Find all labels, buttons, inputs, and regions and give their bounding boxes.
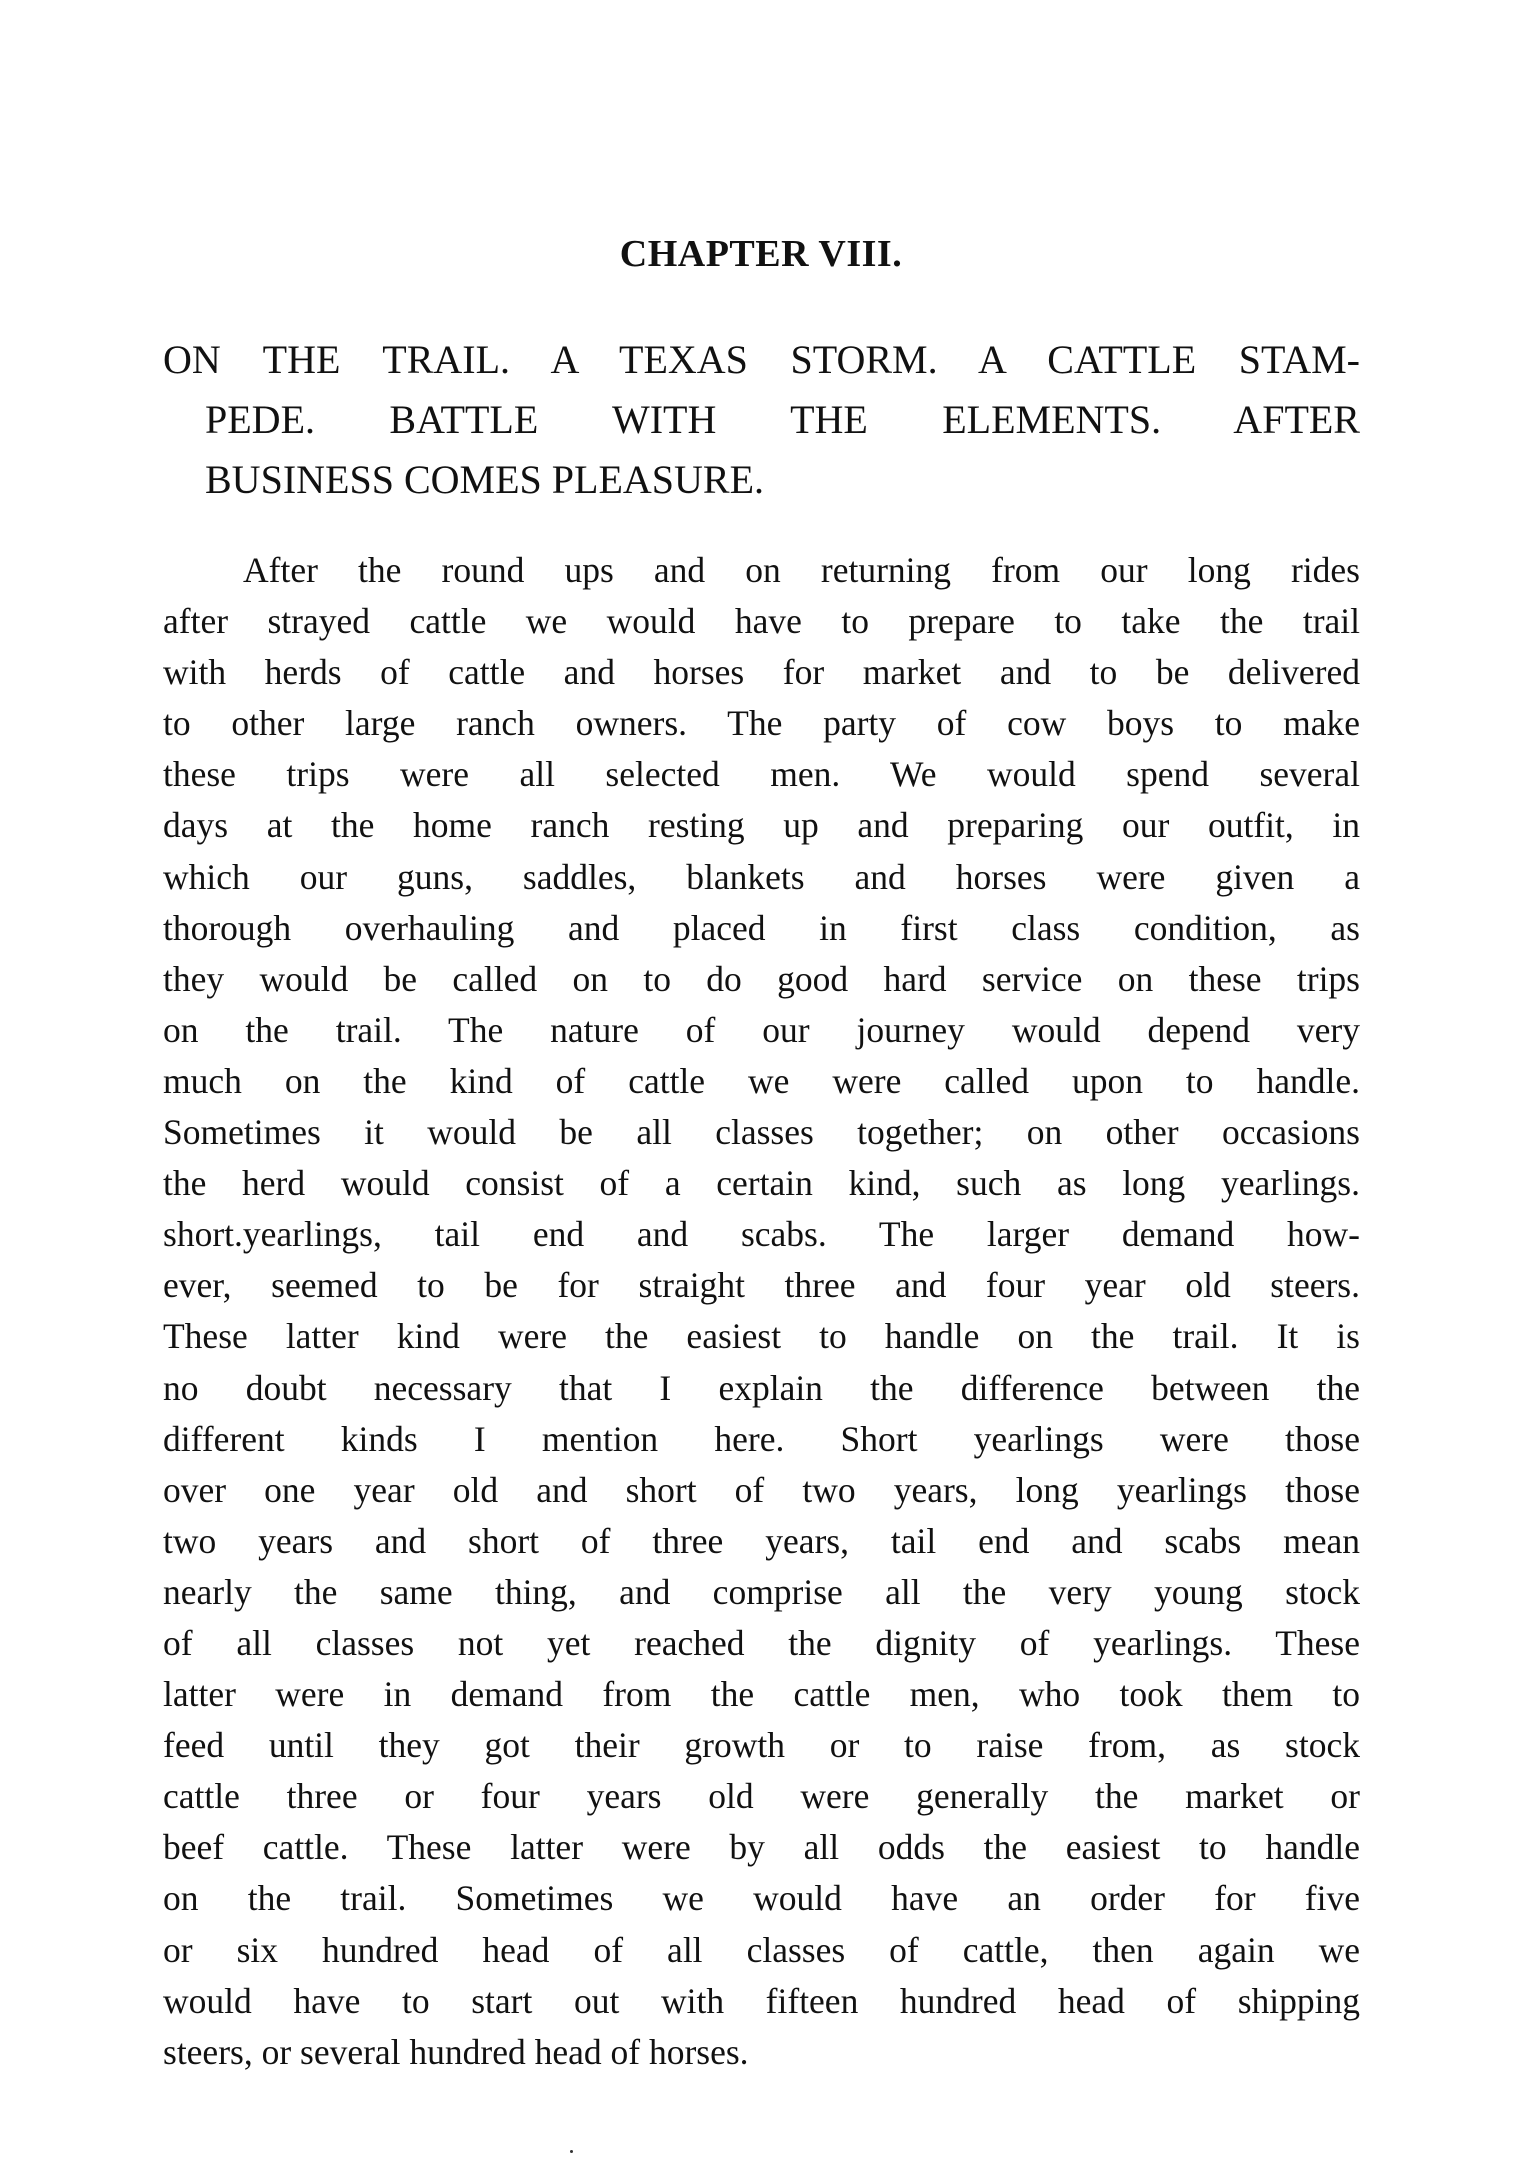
text-line: feed until they got their growth or to raise from, as stock bbox=[163, 1725, 1360, 1766]
text-line: After the round ups and on returning from our long rides bbox=[243, 550, 1360, 590]
subtitle-line: PEDE. BATTLE WITH THE ELEMENTS. AFTER bbox=[205, 397, 1360, 442]
chapter-heading: CHAPTER VIII. bbox=[619, 233, 903, 275]
text-line: to other large ranch owners. The party of cow boys to make bbox=[163, 703, 1360, 744]
text-line: over one year old and short of two years, long yearlings those bbox=[163, 1469, 1360, 1510]
text-line: with herds of cattle and horses for market and to be delivered bbox=[163, 652, 1360, 693]
text-line: cattle three or four years old were generally the market or bbox=[163, 1776, 1360, 1817]
text-line: or six hundred head of all classes of cattle, then again we bbox=[163, 1929, 1360, 1970]
text-line: two years and short of three years, tail end and scabs mean bbox=[163, 1520, 1360, 1561]
text-line: These latter kind were the easiest to handle on the trail. It is bbox=[163, 1316, 1360, 1357]
text-line: beef cattle. These latter were by all odds the easiest to handle bbox=[163, 1827, 1360, 1868]
text-line: thorough overhauling and placed in first class condition, as bbox=[163, 907, 1360, 948]
text-line: of all classes not yet reached the dignity of yearlings. These bbox=[163, 1622, 1360, 1663]
text-line: latter were in demand from the cattle men, who took them to bbox=[163, 1674, 1360, 1715]
text-line: ever, seemed to be for straight three and four year old steers. bbox=[163, 1265, 1360, 1306]
print-speck bbox=[570, 2150, 573, 2153]
text-line: after strayed cattle we would have to prepare to take the trail bbox=[163, 601, 1360, 642]
text-line: on the trail. Sometimes we would have an order for five bbox=[163, 1878, 1360, 1919]
body-text bbox=[163, 545, 1360, 2078]
text-line: much on the kind of cattle we were called upon to handle. bbox=[163, 1060, 1360, 1101]
text-line: these trips were all selected men. We would spend several bbox=[163, 754, 1360, 795]
text-line: would have to start out with fifteen hundred head of shipping bbox=[163, 1980, 1360, 2021]
text-line: no doubt necessary that I explain the difference between the bbox=[163, 1367, 1360, 1408]
text-line: which our guns, saddles, blankets and horses were given a bbox=[163, 856, 1360, 897]
text-line: steers, or several hundred head of horses. bbox=[163, 2031, 749, 2072]
text-line: days at the home ranch resting up and preparing our outfit, in bbox=[163, 805, 1360, 846]
text-line: nearly the same thing, and comprise all the very young stock bbox=[163, 1571, 1360, 1612]
text-line: the herd would consist of a certain kind, such as long yearlings. bbox=[163, 1163, 1360, 1204]
text-line: Sometimes it would be all classes together; on other occasions bbox=[163, 1112, 1360, 1153]
text-line: on the trail. The nature of our journey would depend very bbox=[163, 1009, 1360, 1050]
text-line: different kinds I mention here. Short yearlings were those bbox=[163, 1418, 1360, 1459]
text-line: short.yearlings, tail end and scabs. The larger demand how- bbox=[163, 1214, 1360, 1255]
text-line: they would be called on to do good hard service on these trips bbox=[163, 958, 1360, 999]
subtitle-line: ON THE TRAIL. A TEXAS STORM. A CATTLE STAM- bbox=[163, 337, 1360, 382]
chapter-subtitle bbox=[163, 330, 1360, 510]
subtitle-line: BUSINESS COMES PLEASURE. bbox=[205, 457, 765, 502]
